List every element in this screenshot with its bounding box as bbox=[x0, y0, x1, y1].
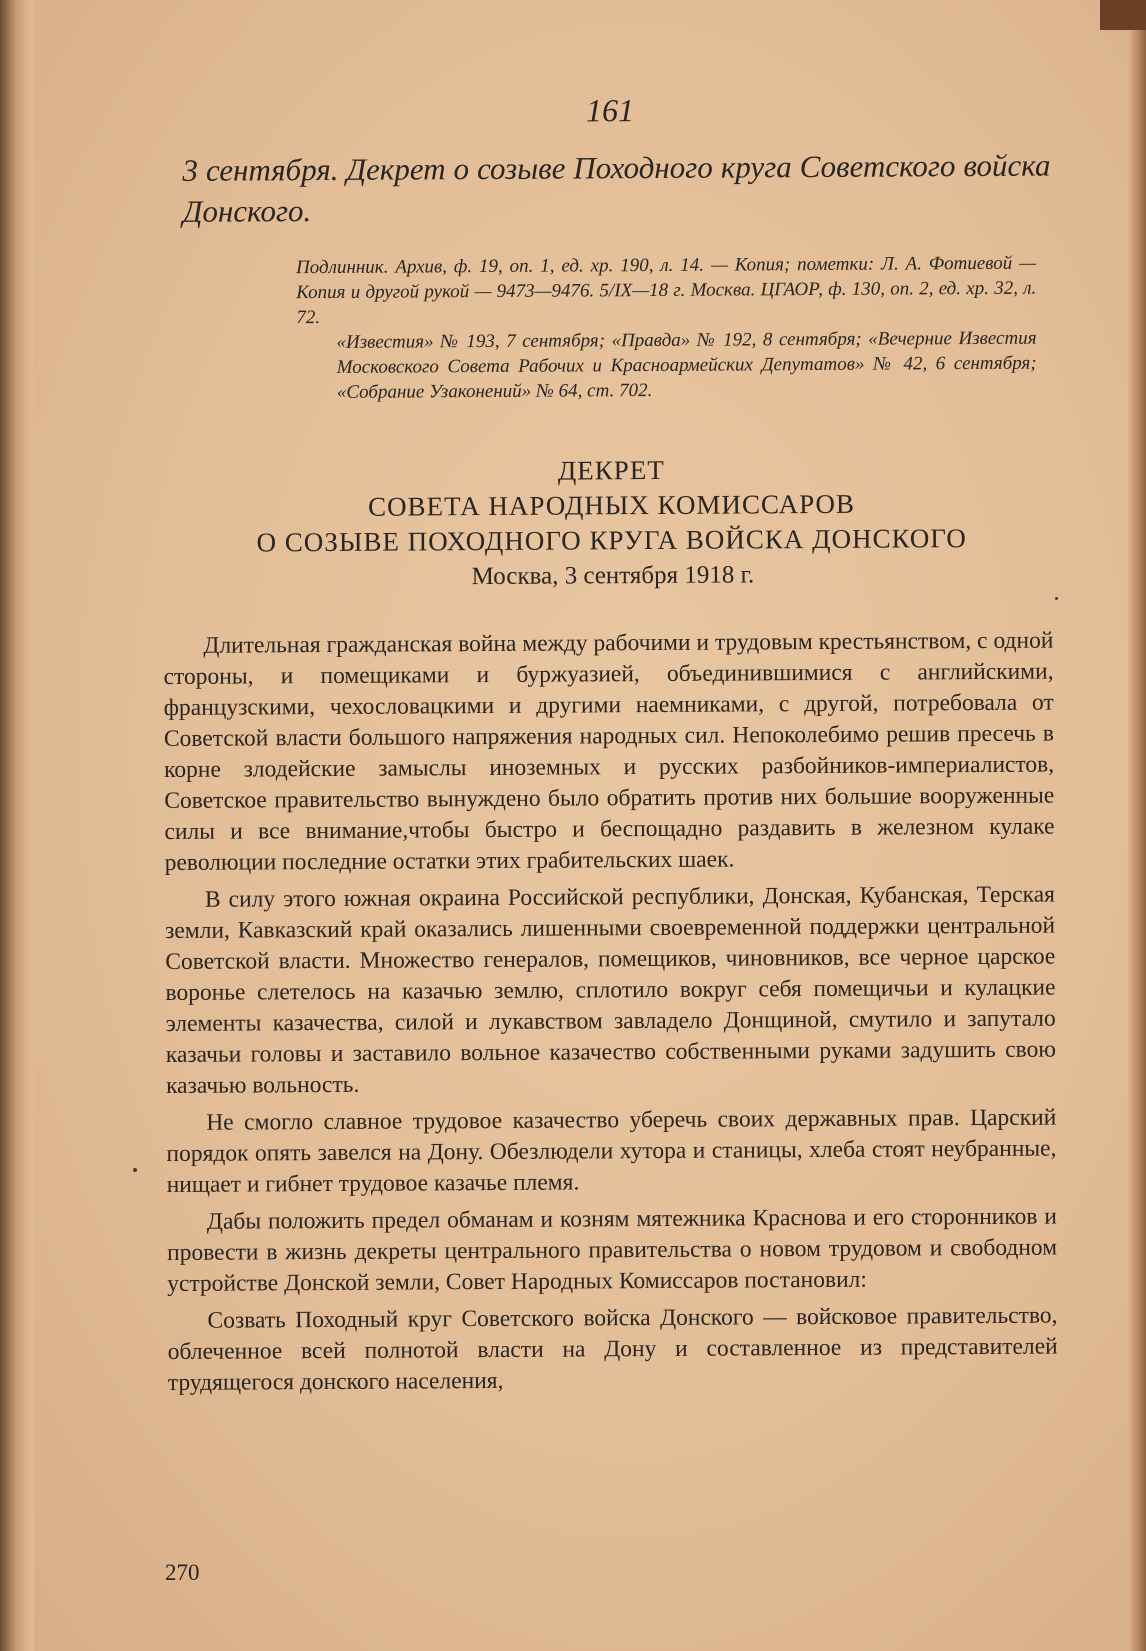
paper-speck bbox=[133, 1168, 137, 1172]
decree-body bbox=[163, 626, 1058, 1399]
document-number: 161 bbox=[585, 92, 635, 129]
paragraph: Дабы положить предел обманам и козням мятежника Краснова и его сторонников и провести в жизнь декреты центрального правительства о новом трудовом и свободном устройстве Донской земли, Совет Народных Комиссаров постановил: bbox=[166, 1203, 1058, 1297]
source-note bbox=[296, 251, 1037, 406]
paragraph: Длительная гражданская война между рабочими и трудовым крестьянством, с одной стороны, и помещиками и буржуазией, объединившимися с английскими, французскими, чехословацкими и другими наемниками, с другой, потребовала от Советской власти большого напряжения народных сил. Непоколебимо решив пресечь в корне злодейские замыслы иноземных и русских разбойников-империалистов, Советское правительство вынуждено было обратить против них большие вооруженные силы и все внимание,чтобы быстро и беспощадно раздавить в железном кулаке революции последние остатки этих грабительских шаек. bbox=[163, 627, 1055, 876]
paragraph: Не смогло славное трудовое казачество уберечь своих державных прав. Царский порядок опять завелся на Дону. Обезлюдели хутора и станицы, хлеба стоят неубранные, нищает и гибнет трудовое казачье племя. bbox=[166, 1104, 1057, 1198]
paragraph: Созвать Походный круг Советского войска Донского — войсковое правительство, облеченное всей полнотой власти на Дону и составленное из представителей трудящегося донского населения, bbox=[167, 1302, 1058, 1396]
source-note-publications: «Известия» № 193, 7 сентября; «Правда» № 192, 8 сентября; «Вечерние Известия Московского Совета Рабочих и Красноармейских Депутатов» № 42, 6 сентября; «Собрание Узаконений» № 64, ст. 702. bbox=[336, 327, 1037, 403]
decree-title-line: ДЕКРЕТ bbox=[557, 454, 665, 486]
page-corner-shadow bbox=[1100, 0, 1146, 30]
page-edge bbox=[1128, 0, 1146, 1651]
page-content bbox=[160, 90, 1058, 1405]
paragraph: В силу этого южная окраина Российской республики, Донская, Кубанская, Терская земли, Кавказский край оказались лишенными своевременной поддержки центральной Советской власти. Множество генералов, помещиков, чиновников, все черное царское воронье слетелось на казачью землю, сплотило вокруг себя помещичьи и кулацкие элементы казачества, силой и лукавством завладело Донщиной, смутило и запутало казачьи головы и заставило вольное казачество собственными руками задушить свою казачью вольность. bbox=[165, 881, 1056, 1099]
place-and-date: Москва, 3 сентября 1918 г. bbox=[471, 561, 755, 591]
book-binding-shadow bbox=[0, 0, 34, 1651]
paper-speck bbox=[1055, 597, 1058, 600]
page-number: 270 bbox=[165, 1560, 200, 1585]
document-heading: 3 сентября. Декрет о созыве Походного круга Советского войска Донского. bbox=[182, 147, 1051, 229]
source-note-archive: Подлинник. Архив, ф. 19, оп. 1, ед. хр. 190, л. 14. — Копия; пометки: Л. А. Фотиевой — Копия и другой рукой — 9473—9476. 5/IX—18 г. Москва. ЦГАОР, ф. 130, оп. 2, ед. хр. 32, л. 72. bbox=[295, 252, 1037, 329]
decree-title-line: О СОЗЫВЕ ПОХОДНОГО КРУГА ВОЙСКА ДОНСКОГО bbox=[256, 523, 967, 558]
decree-title bbox=[162, 451, 1053, 561]
decree-title-line: СОВЕТА НАРОДНЫХ КОМИССАРОВ bbox=[367, 488, 856, 522]
